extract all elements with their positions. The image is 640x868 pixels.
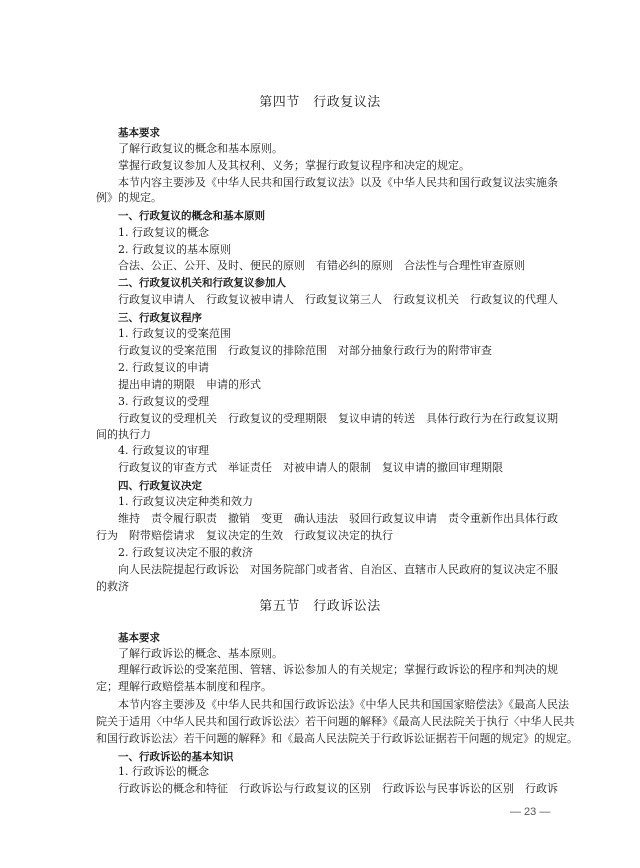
text-line: 了解行政诉讼的概念、基本原则。 (118, 647, 283, 660)
text-line: 3. 行政复议的受理 (118, 395, 209, 408)
section-heading: 四、行政复议决定 (118, 480, 202, 492)
page-number: — 23 — (510, 806, 551, 818)
section-title: 第四节 行政复议法 (259, 95, 381, 110)
section-heading: 基本要求 (118, 127, 160, 139)
text-line: 行为 附带赔偿请求 复议决定的生效 行政复议决定的执行 (96, 529, 393, 542)
text-line: 提出申请的期限 申请的形式 (118, 378, 261, 391)
text-line: 1. 行政复议的概念 (118, 226, 209, 239)
text-line: 行政复议的受案范围 行政复议的排除范围 对部分抽象行政行为的附带审查 (118, 344, 492, 357)
text-line: 行政诉讼的概念和特征 行政诉讼与行政复议的区别 行政诉讼与民事诉讼的区别 行政诉 (118, 782, 558, 795)
section-heading: 三、行政复议程序 (118, 312, 202, 324)
text-line: 本节内容主要涉及《中华人民共和国行政复议法》以及《中华人民共和国行政复议法实施条 (118, 176, 558, 189)
text-line: 理解行政诉讼的受案范围、管辖、诉讼参加人的有关规定；掌握行政诉讼的程序和判决的规 (118, 663, 558, 676)
text-line: 和国行政诉讼法〉若干问题的解释》和《最高人民法院关于行政诉讼证据若干问题的规定》的规定。 (96, 732, 579, 745)
section-heading: 二、行政复议机关和行政复议参加人 (118, 277, 286, 289)
text-line: 2. 行政复议的申请 (118, 361, 209, 374)
text-line: 了解行政复议的概念和基本原则。 (118, 142, 283, 155)
text-line: 的救济 (96, 580, 129, 593)
text-line: 行政复议的审查方式 举证责任 对被申请人的限制 复议申请的撤回审理期限 (118, 461, 503, 474)
text-line: 例》的规定。 (96, 191, 162, 204)
text-line: 院关于适用〈中华人民共和国行政诉讼法〉若干问题的解释》《最高人民法院关于执行〈中华人民共 (96, 715, 575, 728)
text-line: 行政复议的受理机关 行政复议的受理期限 复议申请的转送 具体行政行为在行政复议期 (118, 412, 558, 425)
text-line: 合法、公正、公开、及时、便民的原则 有错必纠的原则 合法性与合理性审查原则 (118, 259, 525, 272)
text-line: 2. 行政复议的基本原则 (118, 243, 231, 256)
text-line: 间的执行力 (96, 428, 151, 441)
text-line: 4. 行政复议的审理 (118, 444, 209, 457)
text-line: 维持 责令履行职责 撤销 变更 确认违法 驳回行政复议申请 责令重新作出具体行政 (118, 512, 558, 525)
section-heading: 基本要求 (118, 632, 160, 644)
section-heading: 一、行政复议的概念和基本原则 (118, 210, 265, 222)
text-line: 掌握行政复议参加人及其权利、义务；掌握行政复议程序和决定的规定。 (118, 159, 470, 172)
text-line: 向人民法院提起行政诉讼 对国务院部门或者省、自治区、直辖市人民政府的复议决定不服 (118, 563, 558, 576)
text-line: 2. 行政复议决定不服的救济 (118, 546, 253, 559)
section-title: 第五节 行政诉讼法 (259, 599, 381, 614)
section-heading: 一、行政诉讼的基本知识 (118, 751, 234, 763)
text-line: 1. 行政复议决定种类和效力 (118, 495, 253, 508)
text-line: 行政复议申请人 行政复议被申请人 行政复议第三人 行政复议机关 行政复议的代理人 (118, 293, 558, 306)
text-line: 本节内容主要涉及《中华人民共和国行政诉讼法》《中华人民共和国国家赔偿法》《最高人民法 (118, 698, 569, 711)
text-line: 定；理解行政赔偿基本制度和程序。 (96, 680, 272, 693)
text-line: 1. 行政复议的受案范围 (118, 327, 231, 340)
text-line: 1. 行政诉讼的概念 (118, 765, 209, 778)
